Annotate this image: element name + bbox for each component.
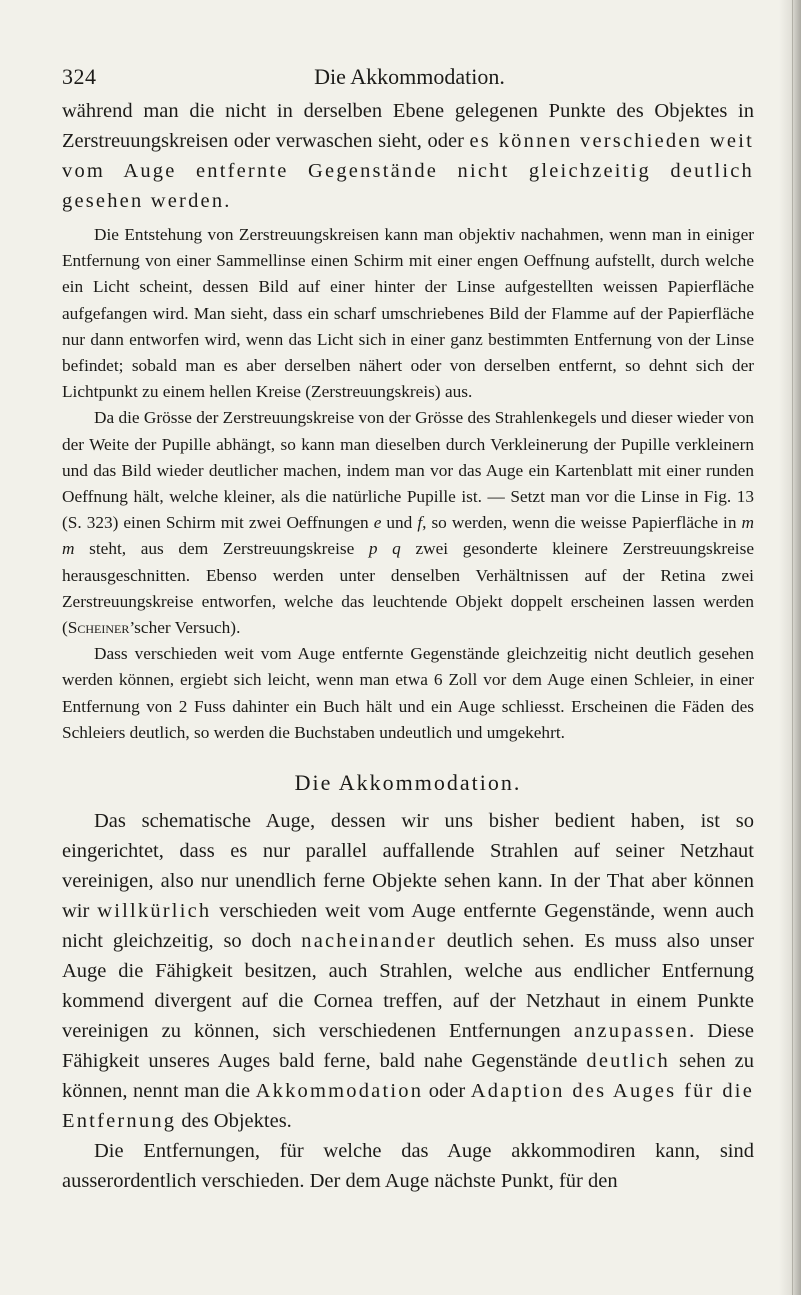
page-number: 324 <box>62 64 97 89</box>
author-name: Scheiner <box>67 618 130 638</box>
text-span: . Diese Fähigkeit unseres Auges bald ferne, bald nahe Gegenstände <box>62 1020 754 1073</box>
text-span: Die Entfernungen, für welche das Auge akkommodiren kann, sind ausserordentlich verschieden. Der dem Auge nächste Punkt, für den <box>62 1140 754 1193</box>
italic-symbol: m m <box>62 513 754 559</box>
paragraph-entfernungen <box>62 1136 754 1196</box>
text-span: deutlich sehen. Es muss also unser Auge die Fähigkeit besitzen, auch Strahlen, welche aus endlicher Entfernung kommend divergent auf die Cornea treffen, auf der Netzhaut in einem Punkte vereinigen zu können, sich verschiedenen Entfernungen <box>62 930 754 1043</box>
text-span: Das schematische Auge, dessen wir uns bisher bedient haben, ist so eingerichtet, dass es nur parallel auffallende Strahlen auf seiner Netzhaut vereinigen, also nur unendlich ferne Objekte sehen kann. In der That aber können wir <box>62 810 754 923</box>
spaced-emphasis: deutlich <box>586 1050 671 1073</box>
text-span: zwei gesonderte kleinere Zerstreuungskreise herausgeschnitten. Ebenso werden unter denselben Verhältnissen auf der Retina zwei Zerstreuungskreise entworfen, welche das leuchtende Objekt doppelt erscheinen lassen werden ( <box>62 539 754 638</box>
paragraph-zerstreuungskreise <box>62 222 754 405</box>
text-span: und <box>381 513 418 533</box>
spaced-emphasis: anzupassen <box>573 1020 690 1043</box>
spaced-emphasis: nacheinander <box>301 930 437 953</box>
paragraph-schleier <box>62 641 754 746</box>
text-span: Da die Grösse der Zerstreuungskreise von der Grösse des Strahlenkegels und dieser wieder von der Weite der Pupille abhängt, so kann man dieselben durch Verkleinerung der Pupille verkleinern und das Bild wieder deutlicher machen, indem man vor das Auge ein Kartenblatt mit einer runden Oeffnung hält, welche kleiner, als die natürliche Pupille ist. — Setzt man vor die Linse in Fig. 13 (S. 323) einen Schirm mit zwei Oeffnungen <box>62 408 754 533</box>
running-title: Die Akkommodation. <box>314 64 505 89</box>
text-span: ’scher Versuch). <box>129 618 241 638</box>
page-edge-shadow <box>779 0 801 1295</box>
text-span: , so werden, wenn die weisse Papierfläche in <box>422 513 742 533</box>
spaced-emphasis: Adaption des Auges für die Entfernung <box>62 1080 754 1133</box>
spaced-emphasis: Akkommodation <box>255 1080 424 1103</box>
page-body <box>62 96 754 1196</box>
text-span: verschieden weit vom Auge entfernte Gegenstände, wenn auch nicht gleichzeitig, so doch <box>62 900 754 953</box>
italic-symbol: p q <box>368 539 401 559</box>
text-span: des Objektes. <box>176 1110 292 1133</box>
page-edge-line <box>792 0 793 1295</box>
paragraph-intro <box>62 96 754 216</box>
section-heading: Die Akkommodation. <box>294 770 522 796</box>
text-span: oder <box>423 1080 471 1103</box>
italic-symbol: f <box>417 513 423 533</box>
text-span: sehen zu können, nennt man die <box>62 1050 754 1103</box>
spaced-emphasis: es können verschieden weit vom Auge entfernte Gegenstände nicht gleichzeitig deutlich gesehen werden. <box>62 130 754 212</box>
text-span: während man die nicht in derselben Ebene gelegenen Punkte des Objektes in Zerstreuungskreisen oder verwaschen sieht, oder <box>62 100 754 152</box>
text-span: Dass verschieden weit vom Auge entfernte Gegenstände gleichzeitig nicht deutlich gesehen werden können, ergiebt sich leicht, wenn man etwa 6 Zoll vor dem Auge einen Schleier, in einer Entfernung von 2 Fuss dahinter ein Buch hält und ein Auge schliesst. Erscheinen die Fäden des Schleiers deutlich, so werden die Buchstaben undeutlich und umgekehrt. <box>62 644 754 742</box>
italic-symbol: e <box>373 513 382 533</box>
paragraph-schematisches-auge <box>62 806 754 1136</box>
small-print-block <box>62 222 754 746</box>
text-span: Die Entstehung von Zerstreuungskreisen kann man objektiv nachahmen, wenn man in einiger Entfernung von einer Sammellinse einen Schirm mit einer engen Oeffnung aufstellt, durch welche ein Licht scheint, dessen Bild auf einer hinter der Linse aufgestellten weissen Papierfläche aufgefangen wird. Man sieht, dass ein scharf umschriebenes Bild der Flamme auf der Papierfläche nur dann entworfen wird, wenn das Licht sich in einer ganz bestimmten Entfernung von der Linse befindet; sobald man es aber derselben nähert oder von derselben entfernt, so dehnt sich der Lichtpunkt zu einem hellen Kreise (Zerstreuungskreis) aus. <box>62 225 754 402</box>
paragraph-pupille <box>62 405 754 641</box>
text-span: steht, aus dem Zerstreuungskreise <box>74 539 369 559</box>
spaced-emphasis: willkürlich <box>97 900 212 923</box>
